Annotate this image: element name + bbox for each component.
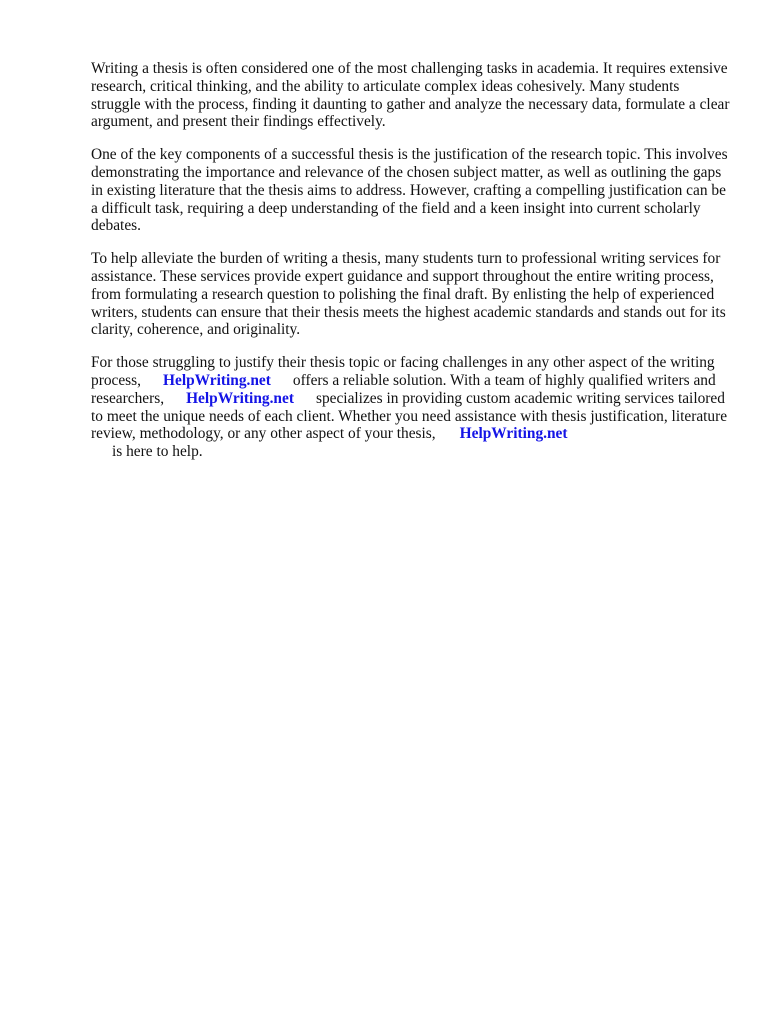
- paragraph-intro: Writing a thesis is often considered one of the most challenging tasks in academia. It requires extensive research, critical thinking, and the ability to articulate complex ideas cohesively. Many students struggle with the process, finding it daunting to gather and analyze the necessary data, formulate a clear argument, and present their findings effectively.: [91, 60, 730, 131]
- text-segment: For those struggling to justify their thesis topic or facing challenges in any other aspect of the writing process,: [91, 354, 715, 389]
- text-segment: specializes in providing custom academic writing services tailored to meet the unique needs of each client. Whether you need assistance with thesis justification, literature review, methodology, or any other aspect of your thesis,: [91, 389, 728, 443]
- helpwriting-link[interactable]: HelpWriting.net: [459, 425, 568, 443]
- helpwriting-link[interactable]: HelpWriting.net: [186, 389, 294, 407]
- paragraph-helpwriting: [91, 354, 731, 461]
- document-body: [91, 60, 731, 476]
- paragraph-justification: One of the key components of a successful thesis is the justification of the research topic. This involves demonstrating the importance and relevance of the chosen subject matter, as well as outlining the gaps in existing literature that the thesis aims to address. However, crafting a compelling justification can be a difficult task, requiring a deep understanding of the field and a keen insight into current scholarly debates.: [91, 146, 728, 235]
- text-segment: is here to help.: [112, 443, 203, 461]
- text-segment: offers a reliable solution. With a team of highly qualified writers and researchers,: [91, 371, 716, 407]
- paragraph-writing-services: To help alleviate the burden of writing a thesis, many students turn to professional writing services for assistance. These services provide expert guidance and support throughout the entire writing process, from formulating a research question to polishing the final draft. By enlisting the help of experienced writers, students can ensure that their thesis meets the highest academic standards and stands out for its clarity, coherence, and originality.: [91, 250, 726, 339]
- helpwriting-link[interactable]: HelpWriting.net: [163, 371, 271, 389]
